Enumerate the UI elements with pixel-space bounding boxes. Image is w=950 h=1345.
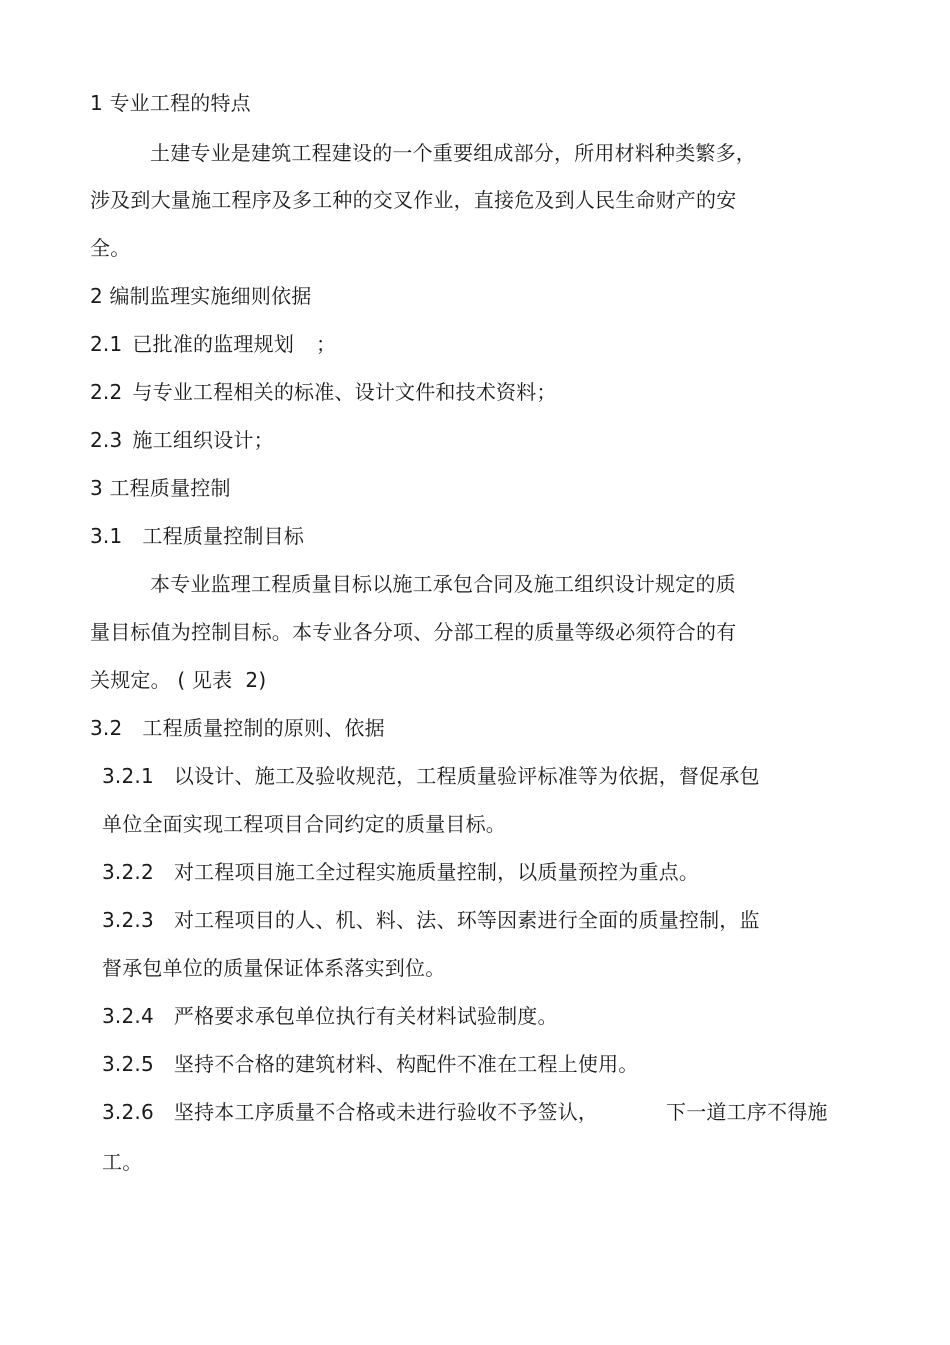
item-text: 坚持本工序质量不合格或未进行验收不予签认， <box>173 1100 599 1124</box>
subsection-number: 3.1 <box>90 524 123 548</box>
section-1-heading: 1 专业工程的特点 <box>90 91 251 115</box>
item-text: 对工程项目施工全过程实施质量控制，以质量预控为重点。 <box>173 860 700 884</box>
subsection-title: 工程质量控制目标 <box>142 524 305 548</box>
item-number: 2.1 <box>90 332 123 356</box>
list-item-3-2-1 <box>102 762 760 790</box>
list-item-3-2-1-continuation: 单位全面实现工程项目合同约定的质量目标。 <box>102 812 506 836</box>
list-item-3-2-6 <box>102 1098 598 1126</box>
subsection-number: 3.2 <box>90 716 123 740</box>
subsection-3-2-heading <box>90 714 385 742</box>
section-3-heading: 3 工程质量控制 <box>90 476 231 500</box>
list-item-2-2 <box>90 378 557 406</box>
list-item-3-2-3 <box>102 906 760 934</box>
item-number: 2.2 <box>90 380 123 404</box>
list-item-2-1 <box>90 330 336 358</box>
section-2-heading: 2 编制监理实施细则依据 <box>90 284 312 308</box>
subsection-title: 工程质量控制的原则、依据 <box>142 716 385 740</box>
item-number: 2.3 <box>90 428 123 452</box>
list-item-3-2-4 <box>102 1002 558 1030</box>
section-1-paragraph-line-3: 全。 <box>90 236 131 260</box>
item-text: 严格要求承包单位执行有关材料试验制度。 <box>173 1004 558 1028</box>
subsection-3-1-heading <box>90 522 304 550</box>
section-1-paragraph-line-1: 土建专业是建筑工程建设的一个重要组成部分，所用材料种类繁多， <box>150 141 756 165</box>
list-item-3-2-6-text-part-2: 下一道工序不得施 <box>666 1100 828 1124</box>
item-text: 对工程项目的人、机、料、法、环等因素进行全面的质量控制，监 <box>173 908 760 932</box>
item-number: 3.2.6 <box>102 1100 154 1124</box>
item-number: 3.2.5 <box>102 1052 154 1076</box>
item-number: 3.2.1 <box>102 764 154 788</box>
list-item-3-2-6-continuation: 工。 <box>102 1150 143 1174</box>
item-number: 3.2.4 <box>102 1004 154 1028</box>
item-text: 已批准的监理规划 <box>132 332 295 356</box>
item-text: 与专业工程相关的标准、设计文件和技术资料； <box>132 380 557 404</box>
list-item-2-3 <box>90 426 274 454</box>
item-text: 坚持不合格的建筑材料、构配件不准在工程上使用。 <box>173 1052 639 1076</box>
subsection-3-1-paragraph-line-3: 关规定。 ( 见表 2) <box>90 668 267 692</box>
list-item-3-2-2 <box>102 858 699 886</box>
item-number: 3.2.3 <box>102 908 154 932</box>
section-1-paragraph-line-2: 涉及到大量施工程序及多工种的交叉作业，直接危及到人民生命财产的安 <box>90 188 737 212</box>
list-item-3-2-3-continuation: 督承包单位的质量保证体系落实到位。 <box>102 956 446 980</box>
item-tail: ； <box>316 332 337 356</box>
item-text: 施工组织设计； <box>132 428 274 452</box>
item-number: 3.2.2 <box>102 860 154 884</box>
subsection-3-1-paragraph-line-1: 本专业监理工程质量目标以施工承包合同及施工组织设计规定的质 <box>150 572 736 596</box>
subsection-3-1-paragraph-line-2: 量目标值为控制目标。本专业各分项、分部工程的质量等级必须符合的有 <box>90 620 737 644</box>
item-text: 以设计、施工及验收规范，工程质量验评标准等为依据，督促承包 <box>173 764 760 788</box>
list-item-3-2-5 <box>102 1050 639 1078</box>
